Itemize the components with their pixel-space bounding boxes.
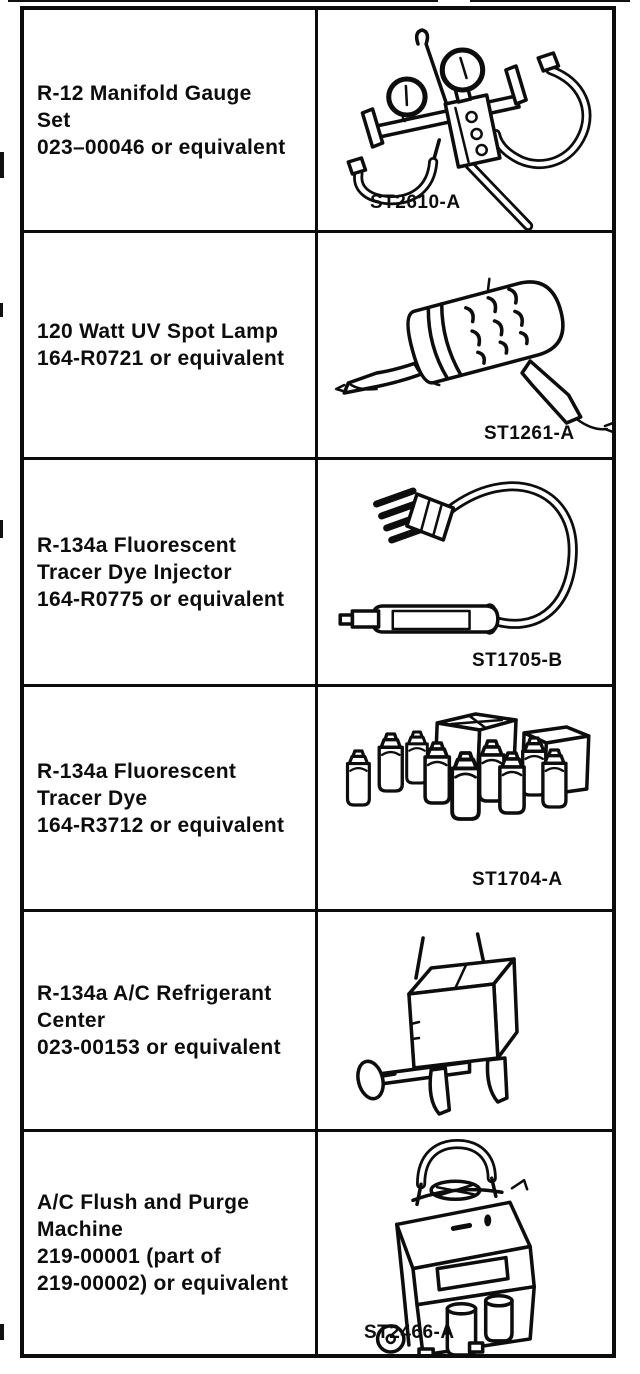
tool-description-line: Center xyxy=(37,1009,106,1032)
scan-artifact xyxy=(0,1324,4,1340)
scan-artifact xyxy=(8,0,438,2)
tool-description-line: 219-00001 (part of xyxy=(37,1245,221,1268)
tool-figure-cell xyxy=(318,233,612,457)
tool-description-line: R-12 Manifold Gauge xyxy=(37,81,252,105)
tool-description-line: 164-R0775 or equivalent xyxy=(37,587,285,611)
figure-label: ST1261-A xyxy=(484,423,575,444)
scan-artifact xyxy=(470,0,630,2)
tool-description-line: 164-R0721 or equivalent xyxy=(37,347,285,370)
tool-row xyxy=(24,233,612,460)
flush-and-purge-machine-illustration xyxy=(318,1132,612,1354)
figure-label: ST2466-A xyxy=(364,1322,455,1343)
tool-figure-cell xyxy=(318,10,612,230)
tool-description xyxy=(24,10,318,230)
tool-description-line: R-134a Fluorescent xyxy=(37,759,237,783)
tool-description-line: 219-00002) or equivalent xyxy=(37,1272,289,1295)
tool-description-line: 023-00153 or equivalent xyxy=(37,1036,281,1059)
tool-description-line: Tracer Dye xyxy=(37,786,148,810)
figure-label: ST2610-A xyxy=(370,192,461,213)
scan-artifact xyxy=(0,303,3,317)
scan-artifact xyxy=(0,520,3,538)
tool-description-line: 120 Watt UV Spot Lamp xyxy=(37,320,279,343)
tool-description-line: 164-R3712 or equivalent xyxy=(37,813,285,837)
tool-description xyxy=(24,233,318,457)
tool-row xyxy=(24,912,612,1132)
tool-row xyxy=(24,687,612,912)
tool-row xyxy=(24,10,612,233)
tool-row xyxy=(24,1132,612,1354)
manifold-gauge-set-illustration xyxy=(318,10,612,230)
tool-description-line: Set xyxy=(37,108,71,132)
tool-description-line: 023–00046 or equivalent xyxy=(37,135,286,159)
tool-figure-cell xyxy=(318,460,612,684)
figure-label: ST1704-A xyxy=(472,869,563,890)
tool-description-line: Machine xyxy=(37,1218,124,1241)
tool-figure-cell xyxy=(318,687,612,909)
tool-row xyxy=(24,460,612,687)
tool-description xyxy=(24,1132,318,1354)
tracer-dye-injector-illustration xyxy=(318,460,612,684)
refrigerant-center-illustration xyxy=(318,912,612,1129)
tool-description-line: A/C Flush and Purge xyxy=(37,1191,250,1214)
figure-label: ST1705-B xyxy=(472,650,563,671)
tool-description xyxy=(24,687,318,909)
tool-description xyxy=(24,460,318,684)
tracer-dye-bottles-illustration xyxy=(318,687,612,909)
tool-description-line: R-134a A/C Refrigerant xyxy=(37,982,272,1005)
tool-figure-cell xyxy=(318,1132,612,1354)
special-tools-table xyxy=(20,6,616,1358)
tool-description xyxy=(24,912,318,1129)
tool-description-line: Tracer Dye Injector xyxy=(37,560,232,584)
tool-figure-cell xyxy=(318,912,612,1129)
tool-description-line: R-134a Fluorescent xyxy=(37,533,237,557)
scan-artifact xyxy=(0,152,4,178)
